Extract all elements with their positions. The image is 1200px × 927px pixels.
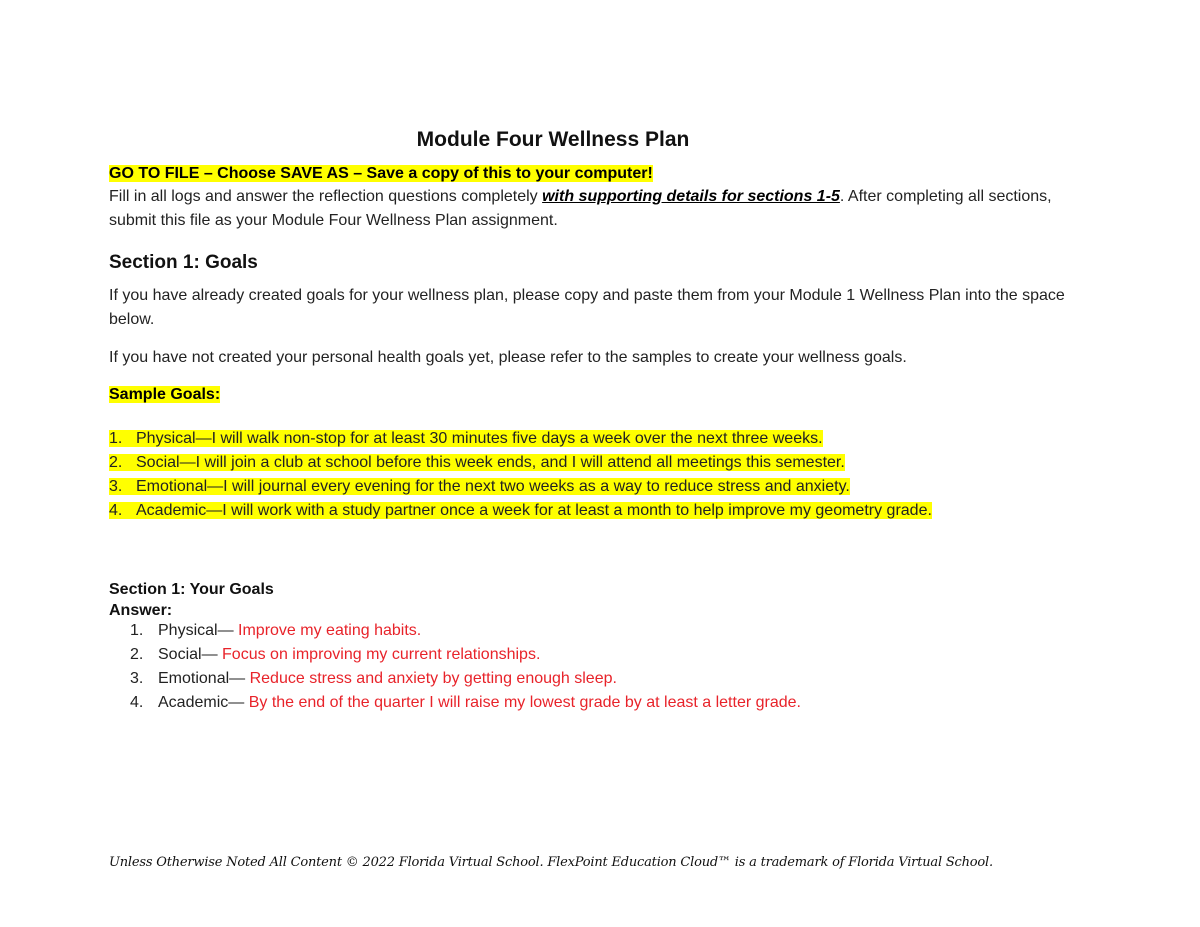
answer-list	[130, 619, 801, 715]
answer-label: Answer:	[109, 602, 173, 619]
document-page	[109, 0, 1099, 927]
save-instruction	[109, 165, 653, 183]
intro-paragraph	[109, 185, 1094, 233]
copy-goals-paragraph: If you have already created goals for your wellness plan, please copy and paste them from your Module 1 Wellness Plan into the space below.	[109, 287, 1065, 328]
answer-response[interactable]: Focus on improving my current relationships.	[222, 646, 541, 663]
sample-goal-row	[109, 478, 850, 495]
answer-response[interactable]: Improve my eating habits.	[238, 622, 422, 639]
list-item	[109, 451, 932, 475]
list-item	[130, 619, 801, 643]
answer-category: Physical—	[158, 622, 239, 639]
list-item	[130, 643, 801, 667]
list-item	[130, 667, 801, 691]
sample-goals-list	[109, 427, 932, 523]
sample-goal-row	[109, 502, 932, 519]
section-heading: Section 1: Goals	[109, 252, 258, 273]
list-item	[130, 691, 801, 715]
list-number: 1.	[130, 622, 144, 639]
save-instruction-text: GO TO FILE – Choose SAVE AS – Save a copy of this to your computer!	[109, 165, 653, 182]
intro-text-before: Fill in all logs and answer the reflection questions completely	[109, 188, 543, 205]
answer-category: Social—	[158, 646, 223, 663]
list-number: 1.	[109, 430, 123, 447]
your-goals-block	[109, 579, 274, 621]
sample-goal-text: Social—I will join a club at school before this week ends, and I will attend all meetings this semester.	[136, 454, 845, 471]
page-title: Module Four Wellness Plan	[416, 128, 690, 151]
answer-category: Academic—	[158, 694, 249, 711]
sample-goals-heading	[109, 386, 220, 404]
intro-emphasis: with supporting details for sections 1-5	[542, 188, 840, 205]
samples-paragraph: If you have not created your personal health goals yet, please refer to the samples to create your wellness goals.	[109, 349, 907, 366]
list-number: 2.	[109, 454, 123, 471]
sample-goals-heading-text: Sample Goals:	[109, 386, 221, 403]
sample-goal-row	[109, 454, 845, 471]
answer-response[interactable]: Reduce stress and anxiety by getting enough sleep.	[249, 670, 617, 687]
sample-goal-text: Emotional—I will journal every evening for the next two weeks as a way to reduce stress and anxiety.	[136, 478, 850, 495]
list-number: 2.	[130, 646, 144, 663]
list-item	[109, 427, 932, 451]
answer-response[interactable]: By the end of the quarter I will raise my lowest grade by at least a letter grade.	[248, 694, 801, 711]
copyright-footer: Unless Otherwise Noted All Content © 2022 Florida Virtual School. FlexPoint Education Cloud™ is a trademark of Florida Virtual School.	[109, 855, 993, 870]
list-number: 4.	[130, 694, 144, 711]
your-goals-heading: Section 1: Your Goals	[109, 581, 274, 598]
sample-goal-row	[109, 430, 823, 447]
list-number: 3.	[109, 478, 123, 495]
list-number: 3.	[130, 670, 144, 687]
sample-goal-text: Academic—I will work with a study partner once a week for at least a month to help improve my geometry grade.	[136, 502, 932, 519]
sample-goal-text: Physical—I will walk non-stop for at least 30 minutes five days a week over the next three weeks.	[136, 430, 823, 447]
list-item	[109, 475, 932, 499]
list-item	[109, 499, 932, 523]
list-number: 4.	[109, 502, 123, 519]
intro-text-after: . After completing all sections, submit this file as your Module Four Wellness Plan assignment.	[109, 188, 1052, 229]
answer-category: Emotional—	[158, 670, 250, 687]
